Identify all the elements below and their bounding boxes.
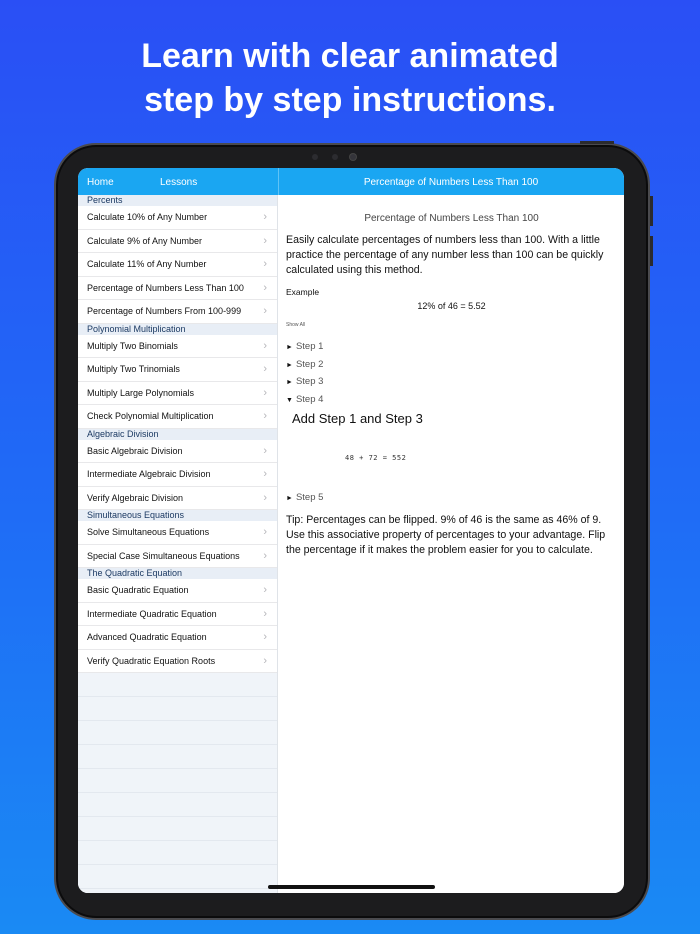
step-1-toggle[interactable]: [286, 341, 323, 352]
chevron-right-icon: ›: [263, 584, 267, 596]
disclosure-right-icon: ►: [286, 379, 293, 386]
step-label: Step 2: [295, 359, 324, 370]
volume-button: [580, 141, 614, 144]
power-button: [650, 196, 653, 226]
show-all-button[interactable]: Show All: [286, 322, 306, 328]
lesson-item-label: Basic Algebraic Division: [87, 445, 183, 456]
disclosure-right-icon: ►: [286, 344, 293, 351]
chevron-right-icon: ›: [263, 281, 267, 294]
step-4-toggle[interactable]: [286, 394, 323, 405]
lesson-item-label: Verify Quadratic Equation Roots: [87, 655, 216, 666]
lesson-item[interactable]: [78, 405, 277, 429]
section-header: Polynomial Multiplication: [78, 324, 277, 335]
lesson-item-label: Basic Quadratic Equation: [87, 585, 189, 595]
lesson-item-label: Percentage of Numbers Less Than 100: [87, 282, 244, 293]
lesson-list: [78, 195, 277, 673]
lesson-title: Percentage of Numbers Less Than 100: [364, 213, 539, 224]
lesson-item-label: Advanced Quadratic Equation: [87, 632, 207, 642]
lesson-item-label: Multiply Large Polynomials: [87, 387, 195, 398]
lesson-item[interactable]: [78, 230, 277, 254]
example-equation: 12% of 46 = 5.52: [417, 301, 486, 311]
lesson-item-label: Calculate 9% of Any Number: [87, 235, 203, 246]
lesson-item-label: Special Case Simultaneous Equations: [87, 550, 240, 561]
lesson-item[interactable]: [78, 463, 277, 487]
disclosure-down-icon: ▼: [286, 397, 293, 404]
step-5-toggle[interactable]: [286, 492, 323, 503]
lesson-detail: [279, 195, 624, 893]
lesson-tip: Tip: Percentages can be flipped. 9% of 46 is the same as 46% of 9. Use this associative property of percentages to your advantage. Flip the percentage if it makes the problem easier for you to calculate.: [286, 514, 606, 556]
power-button-lower: [650, 236, 653, 266]
lesson-item[interactable]: [78, 545, 277, 569]
step-4-animated-equation: 48 + 72 = 552: [345, 454, 407, 462]
camera-lens-icon: [350, 154, 356, 160]
lesson-item-label: Multiply Two Trinomials: [87, 364, 180, 374]
headline-line-1: Learn with clear animated: [141, 37, 559, 75]
step-2-toggle[interactable]: [286, 359, 323, 370]
chevron-right-icon: ›: [263, 305, 267, 317]
lesson-item-label: Calculate 11% of Any Number: [87, 259, 207, 269]
step-4-heading: Add Step 1 and Step 3: [292, 411, 423, 426]
lesson-item[interactable]: [78, 277, 277, 301]
section-header: Percents: [78, 195, 277, 206]
step-label: Step 1: [295, 341, 324, 352]
lesson-item[interactable]: [78, 358, 277, 382]
empty-list-area: [78, 673, 277, 893]
chevron-right-icon: ›: [263, 363, 267, 375]
lesson-item[interactable]: [78, 440, 277, 464]
section-header: Algebraic Division: [78, 429, 277, 440]
step-label: Step 3: [295, 376, 324, 387]
chevron-right-icon: ›: [263, 631, 267, 643]
disclosure-right-icon: ►: [286, 362, 293, 369]
home-indicator[interactable]: [268, 885, 435, 889]
lesson-item[interactable]: [78, 382, 277, 406]
navigation-bar: [78, 168, 624, 195]
chevron-right-icon: ›: [263, 258, 267, 270]
lesson-item[interactable]: [78, 650, 277, 674]
camera-dot-icon: [312, 154, 318, 160]
chevron-right-icon: ›: [263, 654, 267, 667]
detail-title: Percentage of Numbers Less Than 100: [363, 177, 539, 188]
lesson-item[interactable]: [78, 521, 277, 545]
lesson-item-label: Percentage of Numbers From 100-999: [87, 306, 242, 316]
lesson-item[interactable]: [78, 487, 277, 511]
lesson-item-label: Solve Simultaneous Equations: [87, 527, 210, 537]
chevron-right-icon: ›: [263, 339, 267, 352]
chevron-right-icon: ›: [263, 386, 267, 399]
step-3-toggle[interactable]: [286, 376, 323, 387]
disclosure-right-icon: ►: [286, 495, 293, 502]
marketing-headline: [0, 34, 700, 122]
lesson-item-label: Calculate 10% of Any Number: [87, 212, 208, 222]
chevron-right-icon: ›: [263, 491, 267, 504]
lesson-item[interactable]: [78, 335, 277, 359]
lesson-item-label: Verify Algebraic Division: [87, 492, 184, 503]
chevron-right-icon: ›: [263, 549, 267, 562]
chevron-right-icon: ›: [263, 410, 267, 422]
lesson-item[interactable]: [78, 206, 277, 230]
chevron-right-icon: ›: [263, 234, 267, 247]
lessons-title: Lessons: [160, 177, 198, 188]
chevron-right-icon: ›: [263, 526, 267, 538]
step-label: Step 4: [295, 394, 324, 405]
lessons-sidebar: [78, 195, 278, 893]
section-header: The Quadratic Equation: [78, 568, 277, 579]
chevron-right-icon: ›: [263, 607, 267, 620]
step-label: Step 5: [295, 492, 324, 503]
lesson-item[interactable]: [78, 626, 277, 650]
lesson-item[interactable]: [78, 253, 277, 277]
sensor-dot-icon: [332, 154, 338, 160]
lesson-item[interactable]: [78, 579, 277, 603]
lesson-item-label: Intermediate Algebraic Division: [87, 469, 211, 479]
headline-line-2: step by step instructions.: [144, 81, 556, 119]
chevron-right-icon: ›: [263, 444, 267, 457]
app-screen: [78, 168, 624, 893]
lesson-item[interactable]: [78, 300, 277, 324]
lesson-item-label: Intermediate Quadratic Equation: [87, 608, 217, 619]
section-header: Simultaneous Equations: [78, 510, 277, 521]
lesson-intro: Easily calculate percentages of numbers less than 100. With a little practice the percentage of any number less than 100 can be quickly calculated using this method.: [286, 234, 604, 276]
lesson-item-label: Check Polynomial Multiplication: [87, 411, 214, 421]
chevron-right-icon: ›: [263, 468, 267, 480]
home-button[interactable]: Home: [87, 177, 114, 188]
lesson-item-label: Multiply Two Binomials: [87, 340, 178, 351]
chevron-right-icon: ›: [263, 211, 267, 223]
lesson-item[interactable]: [78, 603, 277, 627]
example-label: Example: [286, 287, 320, 297]
